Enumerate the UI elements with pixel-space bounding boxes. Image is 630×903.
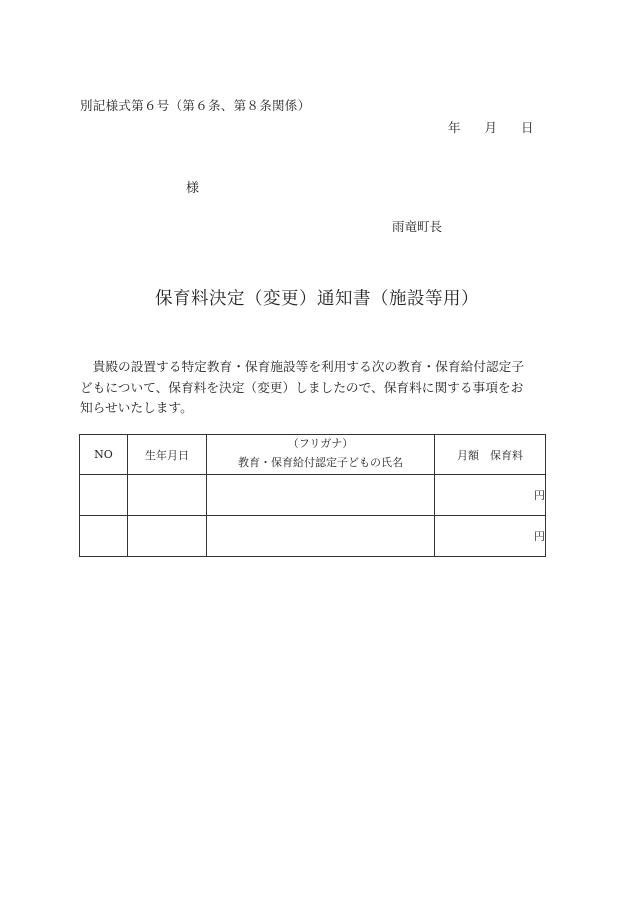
form-number: 別記様式第６号（第６条、第８条関係） (80, 98, 311, 113)
cell-monthly-fee: 円 (435, 516, 546, 557)
table-header-row (80, 435, 546, 475)
header-child-name (207, 435, 435, 475)
header-child-name-label: 教育・保育給付認定子どもの氏名 (238, 455, 403, 469)
issuer: 雨竜町長 (392, 219, 443, 234)
table-row (80, 475, 546, 516)
cell-child-name (207, 475, 435, 516)
notice-line: どもについて、保育料を決定（変更）しましたので、保育料に関する事項をお (80, 379, 524, 395)
cell-monthly-fee: 円 (435, 475, 546, 516)
date-line (448, 118, 534, 136)
cell-no (80, 475, 128, 516)
date-day: 日 (521, 120, 534, 135)
cell-birthdate (128, 475, 207, 516)
addressee-suffix: 様 (186, 181, 200, 196)
header-birthdate: 生年月日 (128, 435, 207, 475)
cell-no (80, 516, 128, 557)
notice-line: 貴殿の設置する特定教育・保育施設等を利用する次の教育・保育給付認定子 (80, 359, 525, 374)
cell-child-name (207, 516, 435, 557)
notice-line: 知らせいたします。 (80, 400, 193, 415)
cell-birthdate (128, 516, 207, 557)
header-furigana: （フリガナ） (287, 436, 354, 450)
table-row (80, 516, 546, 557)
fee-table (79, 434, 546, 557)
date-month: 月 (484, 120, 498, 135)
document-title: 保育料決定（変更）通知書（施設等用） (155, 289, 479, 309)
header-monthly-fee: 月額 保育料 (435, 435, 546, 475)
notice-body (80, 357, 550, 419)
date-year: 年 (448, 120, 461, 135)
header-no: NO (80, 435, 128, 475)
